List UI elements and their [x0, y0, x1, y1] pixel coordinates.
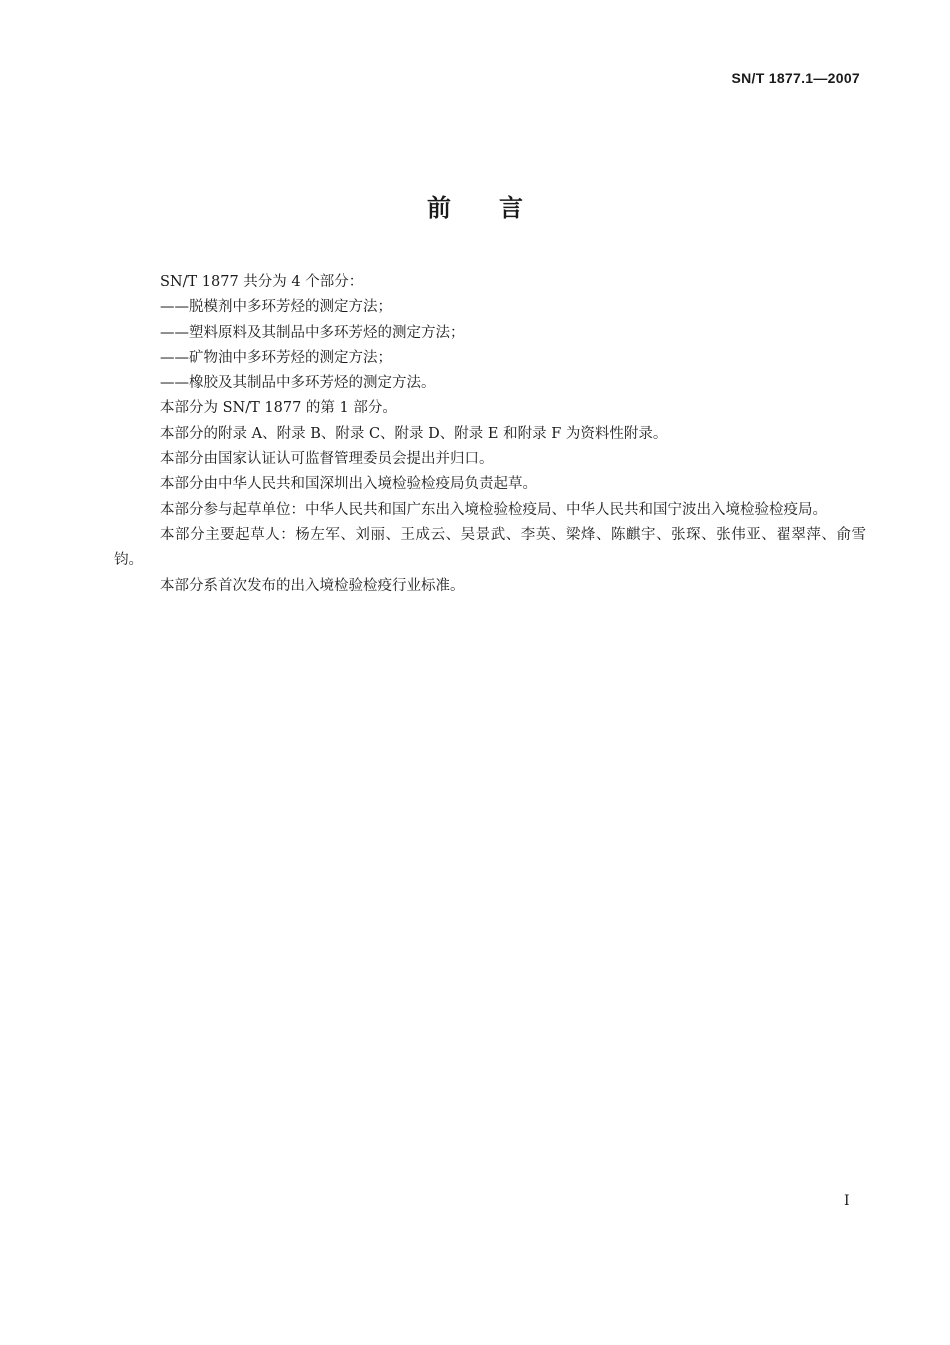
- part-list-item: ——塑料原料及其制品中多环芳烃的测定方法；: [160, 324, 465, 341]
- page-title: 前言: [427, 194, 571, 222]
- paragraph-proposer: 本部分由国家认证认可监督管理委员会提出并归口。: [160, 451, 494, 468]
- paragraph-appendices: 本部分的附录 A、附录 B、附录 C、附录 D、附录 E 和附录 F 为资料性附录。: [160, 425, 668, 442]
- intro-paragraph: SN/T 1877 共分为 4 个部分：: [160, 274, 364, 290]
- part-list-item: ——脱模剂中多环芳烃的测定方法；: [160, 299, 392, 316]
- paragraph-drafter: 本部分由中华人民共和国深圳出入境检验检疫局负责起草。: [160, 476, 537, 493]
- paragraph-participating-units: 本部分参与起草单位：中华人民共和国广东出入境检验检疫局、中华人民共和国宁波出入境检验检疫局。: [160, 501, 827, 518]
- foreword-body: [114, 270, 866, 599]
- paragraph-main-drafters: 本部分主要起草人：杨左军、刘丽、王成云、吴景武、李英、梁烽、陈麒宇、张琛、张伟亚、翟翠萍、俞雪钧。: [114, 526, 866, 569]
- page-number: I: [844, 1193, 850, 1209]
- part-list-item: ——橡胶及其制品中多环芳烃的测定方法。: [160, 375, 436, 392]
- paragraph-first-release: 本部分系首次发布的出入境检验检疫行业标准。: [160, 577, 465, 594]
- part-list-item: ——矿物油中多环芳烃的测定方法；: [160, 349, 392, 366]
- standard-code: SN/T 1877.1—2007: [731, 70, 860, 86]
- paragraph-part-number: 本部分为 SN/T 1877 的第 1 部分。: [160, 400, 397, 417]
